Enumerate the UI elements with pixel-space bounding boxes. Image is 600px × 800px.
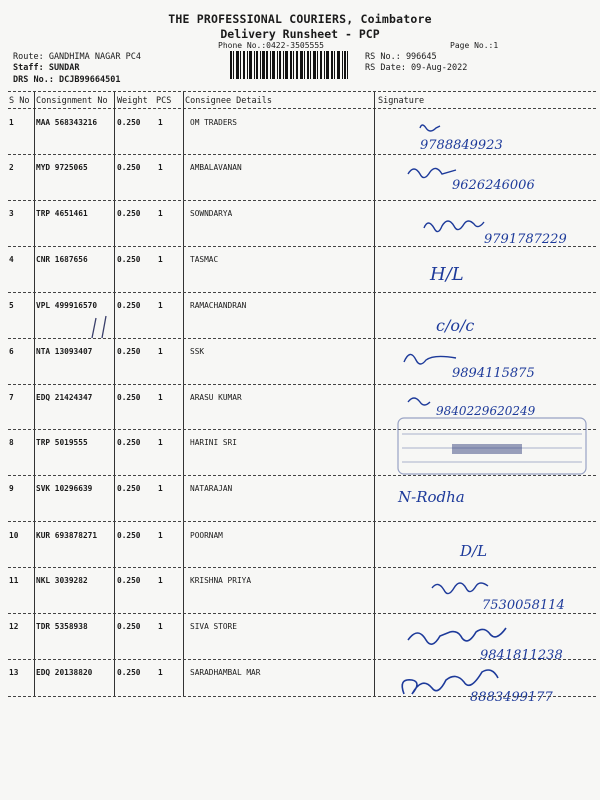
col-signature: Signature xyxy=(378,96,425,106)
row-consignee: NATARAJAN xyxy=(190,484,233,493)
signature-scribble-icon xyxy=(378,118,596,162)
route: Route: GANDHIMA NAGAR PC4 xyxy=(13,52,141,62)
row-consignee: SSK xyxy=(190,347,205,356)
row-weight: 0.250 xyxy=(117,576,141,585)
row-consignment: EDQ 20138820 xyxy=(36,668,93,677)
signature-scribble-icon xyxy=(378,622,596,666)
row-consignment: NKL 3039282 xyxy=(36,576,88,585)
row-consignment: TDR 5358938 xyxy=(36,622,88,631)
col-consignment: Consignment No xyxy=(36,96,108,106)
row-sno: 13 xyxy=(9,668,19,677)
row-handwriting: N-Rodha xyxy=(398,488,465,506)
row-sno: 3 xyxy=(9,209,14,218)
row-pcs: 1 xyxy=(158,668,163,677)
row-sno: 4 xyxy=(9,255,14,264)
row-consignee: TASMAC xyxy=(190,255,219,264)
row-sno: 5 xyxy=(9,301,14,310)
row-consignee: OM TRADERS xyxy=(190,118,237,127)
row-consignment: CNR 1687656 xyxy=(36,255,88,264)
pen-mark-icon xyxy=(86,312,116,342)
column-divider xyxy=(374,92,375,696)
row-consignment: MAA 568343216 xyxy=(36,118,98,127)
header-top-rule xyxy=(8,91,596,92)
column-divider xyxy=(183,92,184,696)
row-handwriting: 9840229620249 xyxy=(436,404,536,418)
row-weight: 0.250 xyxy=(117,255,141,264)
row-separator xyxy=(8,521,596,522)
drs-number: DRS No.: DCJB99664501 xyxy=(13,75,121,85)
row-sno: 9 xyxy=(9,484,14,493)
row-consignment: SVK 10296639 xyxy=(36,484,93,493)
row-sno: 12 xyxy=(9,622,19,631)
row-sno: 10 xyxy=(9,531,19,540)
row-sno: 1 xyxy=(9,118,14,127)
row-consignee: AMBALAVANAN xyxy=(190,163,242,172)
row-separator xyxy=(8,292,596,293)
row-weight: 0.250 xyxy=(117,209,141,218)
page-number: Page No.:1 xyxy=(450,41,499,50)
row-consignee: RAMACHANDRAN xyxy=(190,301,247,310)
row-pcs: 1 xyxy=(158,347,163,356)
row-consignee: POORNAM xyxy=(190,531,223,540)
row-sno: 8 xyxy=(9,438,14,447)
row-pcs: 1 xyxy=(158,163,163,172)
row-sno: 6 xyxy=(9,347,14,356)
row-consignment: TRP 4651461 xyxy=(36,209,88,218)
row-weight: 0.250 xyxy=(117,531,141,540)
row-consignment: EDQ 21424347 xyxy=(36,393,93,402)
row-handwriting: 7530058114 xyxy=(482,598,565,613)
signature-scribble-icon xyxy=(378,668,596,712)
col-weight: Weight xyxy=(117,96,148,106)
row-consignee: ARASU KUMAR xyxy=(190,393,242,402)
row-consignment: TRP 5019555 xyxy=(36,438,88,447)
row-sno: 7 xyxy=(9,393,14,402)
signature-scribble-icon xyxy=(378,208,596,252)
row-handwriting: 9894115875 xyxy=(452,366,535,381)
rs-date: RS Date: 09-Aug-2022 xyxy=(365,63,468,73)
row-sno: 11 xyxy=(9,576,19,585)
row-handwriting: 9626246006 xyxy=(452,178,535,193)
row-weight: 0.250 xyxy=(117,347,141,356)
staff: Staff: SUNDAR xyxy=(13,63,80,73)
row-pcs: 1 xyxy=(158,209,163,218)
column-divider xyxy=(114,92,115,696)
row-consignee: SOWNDARYA xyxy=(190,209,233,218)
stamp-icon xyxy=(392,410,592,480)
row-handwriting: 9791787229 xyxy=(484,232,567,247)
signature-scribble-icon xyxy=(378,576,596,620)
row-consignment: VPL 499916570 xyxy=(36,301,98,310)
row-pcs: 1 xyxy=(158,118,163,127)
row-consignment: NTA 13093407 xyxy=(36,347,93,356)
signature-scribble-icon xyxy=(378,346,596,390)
row-handwriting: D/L xyxy=(460,542,488,560)
row-pcs: 1 xyxy=(158,255,163,264)
row-consignee: SARADHAMBAL MAR xyxy=(190,668,261,677)
rs-number: RS No.: 996645 xyxy=(365,52,437,62)
row-handwriting: 9788849923 xyxy=(420,138,503,153)
row-consignment: MYD 9725065 xyxy=(36,163,88,172)
header-bottom-rule xyxy=(8,108,596,109)
row-pcs: 1 xyxy=(158,484,163,493)
row-handwriting: 9841811238 xyxy=(480,648,563,663)
signature-scribble-icon xyxy=(378,160,596,204)
row-pcs: 1 xyxy=(158,301,163,310)
row-weight: 0.250 xyxy=(117,301,141,310)
col-consignee: Consignee Details xyxy=(185,96,272,106)
col-pcs: PCS xyxy=(156,96,172,106)
barcode-icon xyxy=(230,51,348,79)
row-pcs: 1 xyxy=(158,622,163,631)
phone-number: Phone No.:0422-3505555 xyxy=(218,41,324,50)
row-pcs: 1 xyxy=(158,438,163,447)
sheet-title: Delivery Runsheet - PCP xyxy=(220,27,380,41)
row-handwriting: 8883499177 xyxy=(470,690,553,705)
row-separator xyxy=(8,567,596,568)
company-name: THE PROFESSIONAL COURIERS, Coimbatore xyxy=(168,12,432,26)
row-weight: 0.250 xyxy=(117,622,141,631)
row-weight: 0.250 xyxy=(117,393,141,402)
row-pcs: 1 xyxy=(158,531,163,540)
column-divider xyxy=(34,92,35,696)
row-weight: 0.250 xyxy=(117,668,141,677)
row-consignee: SIVA STORE xyxy=(190,622,237,631)
row-pcs: 1 xyxy=(158,576,163,585)
row-pcs: 1 xyxy=(158,393,163,402)
row-weight: 0.250 xyxy=(117,484,141,493)
row-weight: 0.250 xyxy=(117,163,141,172)
row-consignee: HARINI SRI xyxy=(190,438,237,447)
row-weight: 0.250 xyxy=(117,118,141,127)
row-sno: 2 xyxy=(9,163,14,172)
row-consignment: KUR 693878271 xyxy=(36,531,98,540)
col-sno: S No xyxy=(9,96,30,106)
row-weight: 0.250 xyxy=(117,438,141,447)
row-consignee: KRISHNA PRIYA xyxy=(190,576,252,585)
row-handwriting: H/L xyxy=(430,264,464,285)
row-handwriting: c/o/c xyxy=(436,316,475,335)
